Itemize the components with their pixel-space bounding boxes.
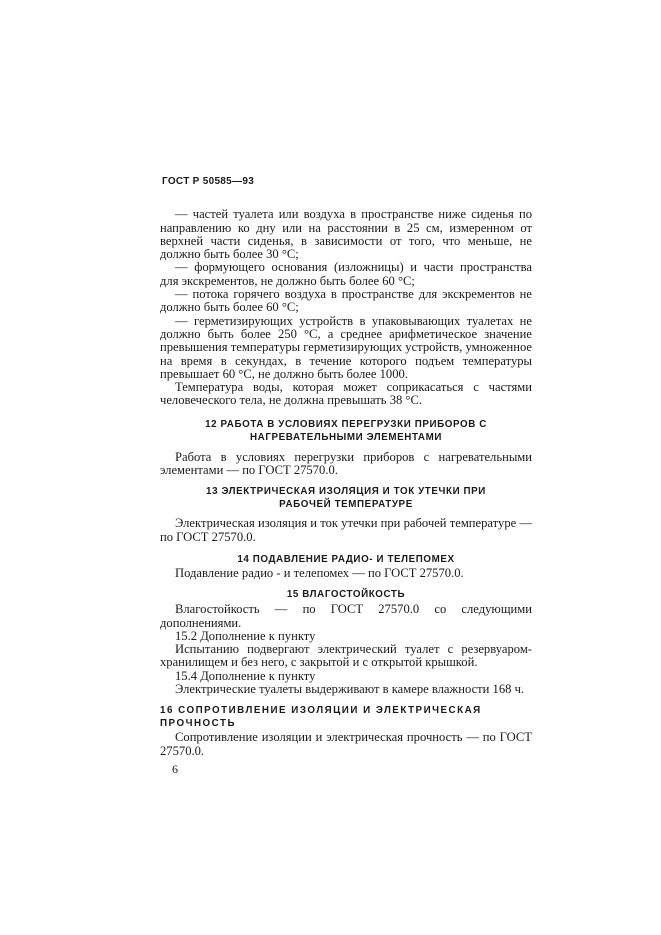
section-16-heading: 16 СОПРОТИВЛЕНИЕ ИЗОЛЯЦИИ И ЭЛЕКТРИЧЕСКАЯ ПРОЧНОСТЬ bbox=[160, 705, 482, 730]
paragraph-sealing-devices-temp: — герметизирующих устройств в упаковывающих туалетах не должно быть более 250 °С, а среднее арифметическое значение превышения температуры герметизирующих устройств, умноженное на время в секундах, в течение которого подъем температуры превышает 60 °С, не должно быть более 1000. bbox=[160, 313, 532, 381]
section-15-body: Влагостойкость — по ГОСТ 27570.0 со следующими дополнениями. bbox=[160, 602, 532, 630]
section-12-heading-line1: 12 РАБОТА В УСЛОВИЯХ ПЕРЕГРУЗКИ ПРИБОРОВ С bbox=[205, 418, 487, 430]
section-15-4-title: 15.4 Дополнение к пункту bbox=[175, 668, 316, 683]
paragraph-water-temp: Температура воды, которая может соприкасаться с частями человеческого тела, не должна превышать 38 °С. bbox=[160, 380, 532, 408]
section-14-body: Подавление радио - и телепомех — по ГОСТ 27570.0. bbox=[175, 565, 464, 580]
page-number: 6 bbox=[172, 761, 178, 776]
section-12-body: Работа в условиях перегрузки приборов с нагревательными элементами — по ГОСТ 27570.0. bbox=[160, 449, 532, 478]
section-12-heading bbox=[160, 418, 532, 444]
section-13-body: Электрическая изоляция и ток утечки при рабочей температуре — по ГОСТ 27570.0. bbox=[160, 516, 532, 544]
section-13-heading bbox=[160, 485, 532, 511]
section-13-heading-line2: РАБОЧЕЙ ТЕМПЕРАТУРЕ bbox=[279, 499, 413, 511]
section-15-2-body: Испытанию подвергают электрический туалет с резервуаром-хранилищем и без него, с закрытой и с открытой крышкой. bbox=[160, 642, 532, 670]
paragraph-toilet-parts-temp: — частей туалета или воздуха в пространстве ниже сиденья по направлению ко дну или на расстоянии в 25 см, измеренном от верхней части сиденья, в зависимости от того, что меньше, не должно быть более 30 °С; bbox=[160, 207, 532, 262]
section-15-2-title: 15.2 Дополнение к пункту bbox=[175, 628, 316, 643]
paragraph-hot-air-temp: — потока горячего воздуха в пространстве для экскрементов не должно быть более 60 °С; bbox=[160, 287, 532, 315]
document-page bbox=[160, 175, 532, 776]
section-15-4-body: Электрические туалеты выдерживают в камере влажности 168 ч. bbox=[175, 682, 525, 697]
section-12-heading-line2: НАГРЕВАТЕЛЬНЫМИ ЭЛЕМЕНТАМИ bbox=[250, 431, 442, 443]
running-head: ГОСТ Р 50585—93 bbox=[162, 176, 255, 187]
section-14-heading: 14 ПОДАВЛЕНИЕ РАДИО- И ТЕЛЕПОМЕХ bbox=[237, 553, 455, 565]
section-13-heading-line1: 13 ЭЛЕКТРИЧЕСКАЯ ИЗОЛЯЦИЯ И ТОК УТЕЧКИ ПРИ bbox=[206, 486, 486, 498]
paragraph-mould-base-temp: — формующего основания (изложницы) и части пространства для экскрементов, не должно быть более 60 °С; bbox=[160, 260, 532, 288]
section-16-body: Сопротивление изоляции и электрическая прочность — по ГОСТ 27570.0. bbox=[160, 730, 532, 758]
section-15-heading: 15 ВЛАГОСТОЙКОСТЬ bbox=[286, 589, 406, 601]
